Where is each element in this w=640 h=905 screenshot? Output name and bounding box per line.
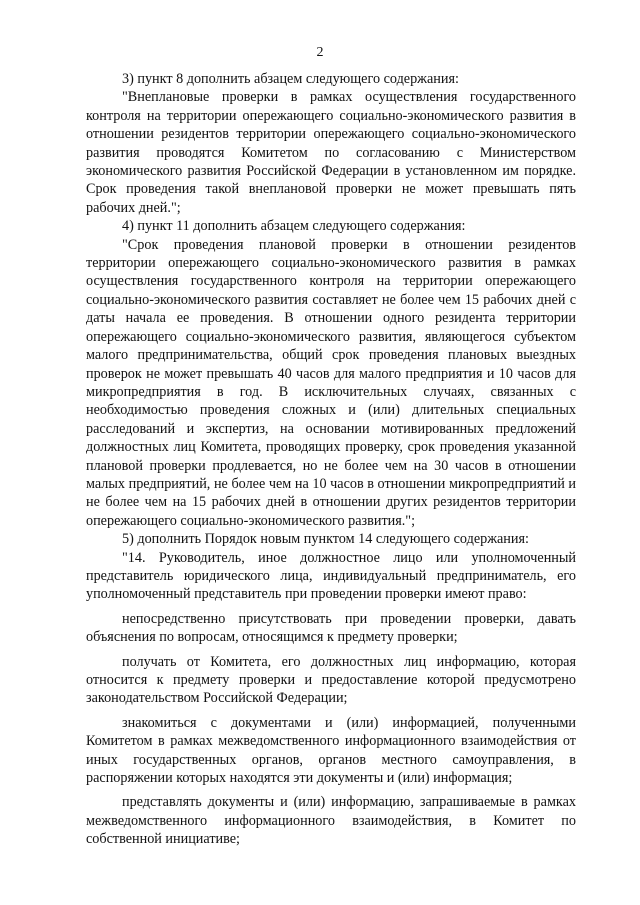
paragraph-unscheduled-inspections: "Внеплановые проверки в рамках осуществления государственного контроля на территории опережающего социально-экономического развития в отношении резидентов территории опережающего социально-экономического развития проводятся Комитетом по согласованию с Министерством экономического развития Российской Федерации в установленном им порядке. Срок проведения такой внеплановой проверки не может превышать пять рабочих дней.";: [86, 89, 576, 216]
paragraph-point-14-rights: "14. Руководитель, иное должностное лицо или уполномоченный представитель юридического лица, индивидуальный предприниматель, его уполномоченный представитель при проведении проверки имеют право:: [86, 549, 576, 603]
page-number: 2: [316, 45, 324, 60]
paragraph-amendment-3-intro: 3) пункт 8 дополнить абзацем следующего содержания:: [122, 71, 459, 87]
paragraph-amendment-5-intro: 5) дополнить Порядок новым пунктом 14 следующего содержания:: [122, 531, 529, 548]
list-item-right-review-documents: знакомиться с документами и (или) информацией, полученными Комитетом в рамках межведомственного информационного взаимодействия от иных государственных органов, органов местного самоуправления, в распоряжении которых находятся эти документы и (или) информация;: [86, 714, 576, 787]
document-body: [86, 70, 576, 849]
paragraph-scheduled-inspection-term: "Срок проведения плановой проверки в отношении резидентов территории опережающего социально-экономического развития в рамках осуществления государственного контроля на территории опережающего социально-экономического развития составляет не более чем 15 рабочих дней с даты начала ее проведения. В отношении одного резидента территории опережающего социально-экономического развития, являющегося субъектом малого предпринимательства, общий срок проведения плановых выездных проверок не может превышать 40 часов для малого предприятия и 10 часов для микропредприятия в год. В исключительных случаях, связанных с необходимостью проведения сложных и (или) длительных специальных расследований и экспертиз, на основании мотивированных предложений должностных лиц Комитета, проводящих проверку, срок проведения указанной плановой проверки продлевается, но не более чем на 30 часов в отношении малых предприятий, не более чем на 10 часов в отношении микропредприятий и не более чем на 15 рабочих дней в отношении других резидентов территории опережающего социально-экономического развития.";: [86, 236, 576, 529]
paragraph-amendment-4-intro: 4) пункт 11 дополнить абзацем следующего содержания:: [122, 218, 466, 235]
list-item-right-attend: непосредственно присутствовать при проведении проверки, давать объяснения по вопросам, относящимся к предмету проверки;: [86, 610, 576, 646]
list-item-right-submit-documents: представлять документы и (или) информацию, запрашиваемые в рамках межведомственного информационного взаимодействия, в Комитет по собственной инициативе;: [86, 794, 576, 848]
list-item-right-receive-info: получать от Комитета, его должностных лиц информацию, которая относится к предмету проверки и предоставление которой предусмотрено законодательством Российской Федерации;: [86, 653, 576, 707]
